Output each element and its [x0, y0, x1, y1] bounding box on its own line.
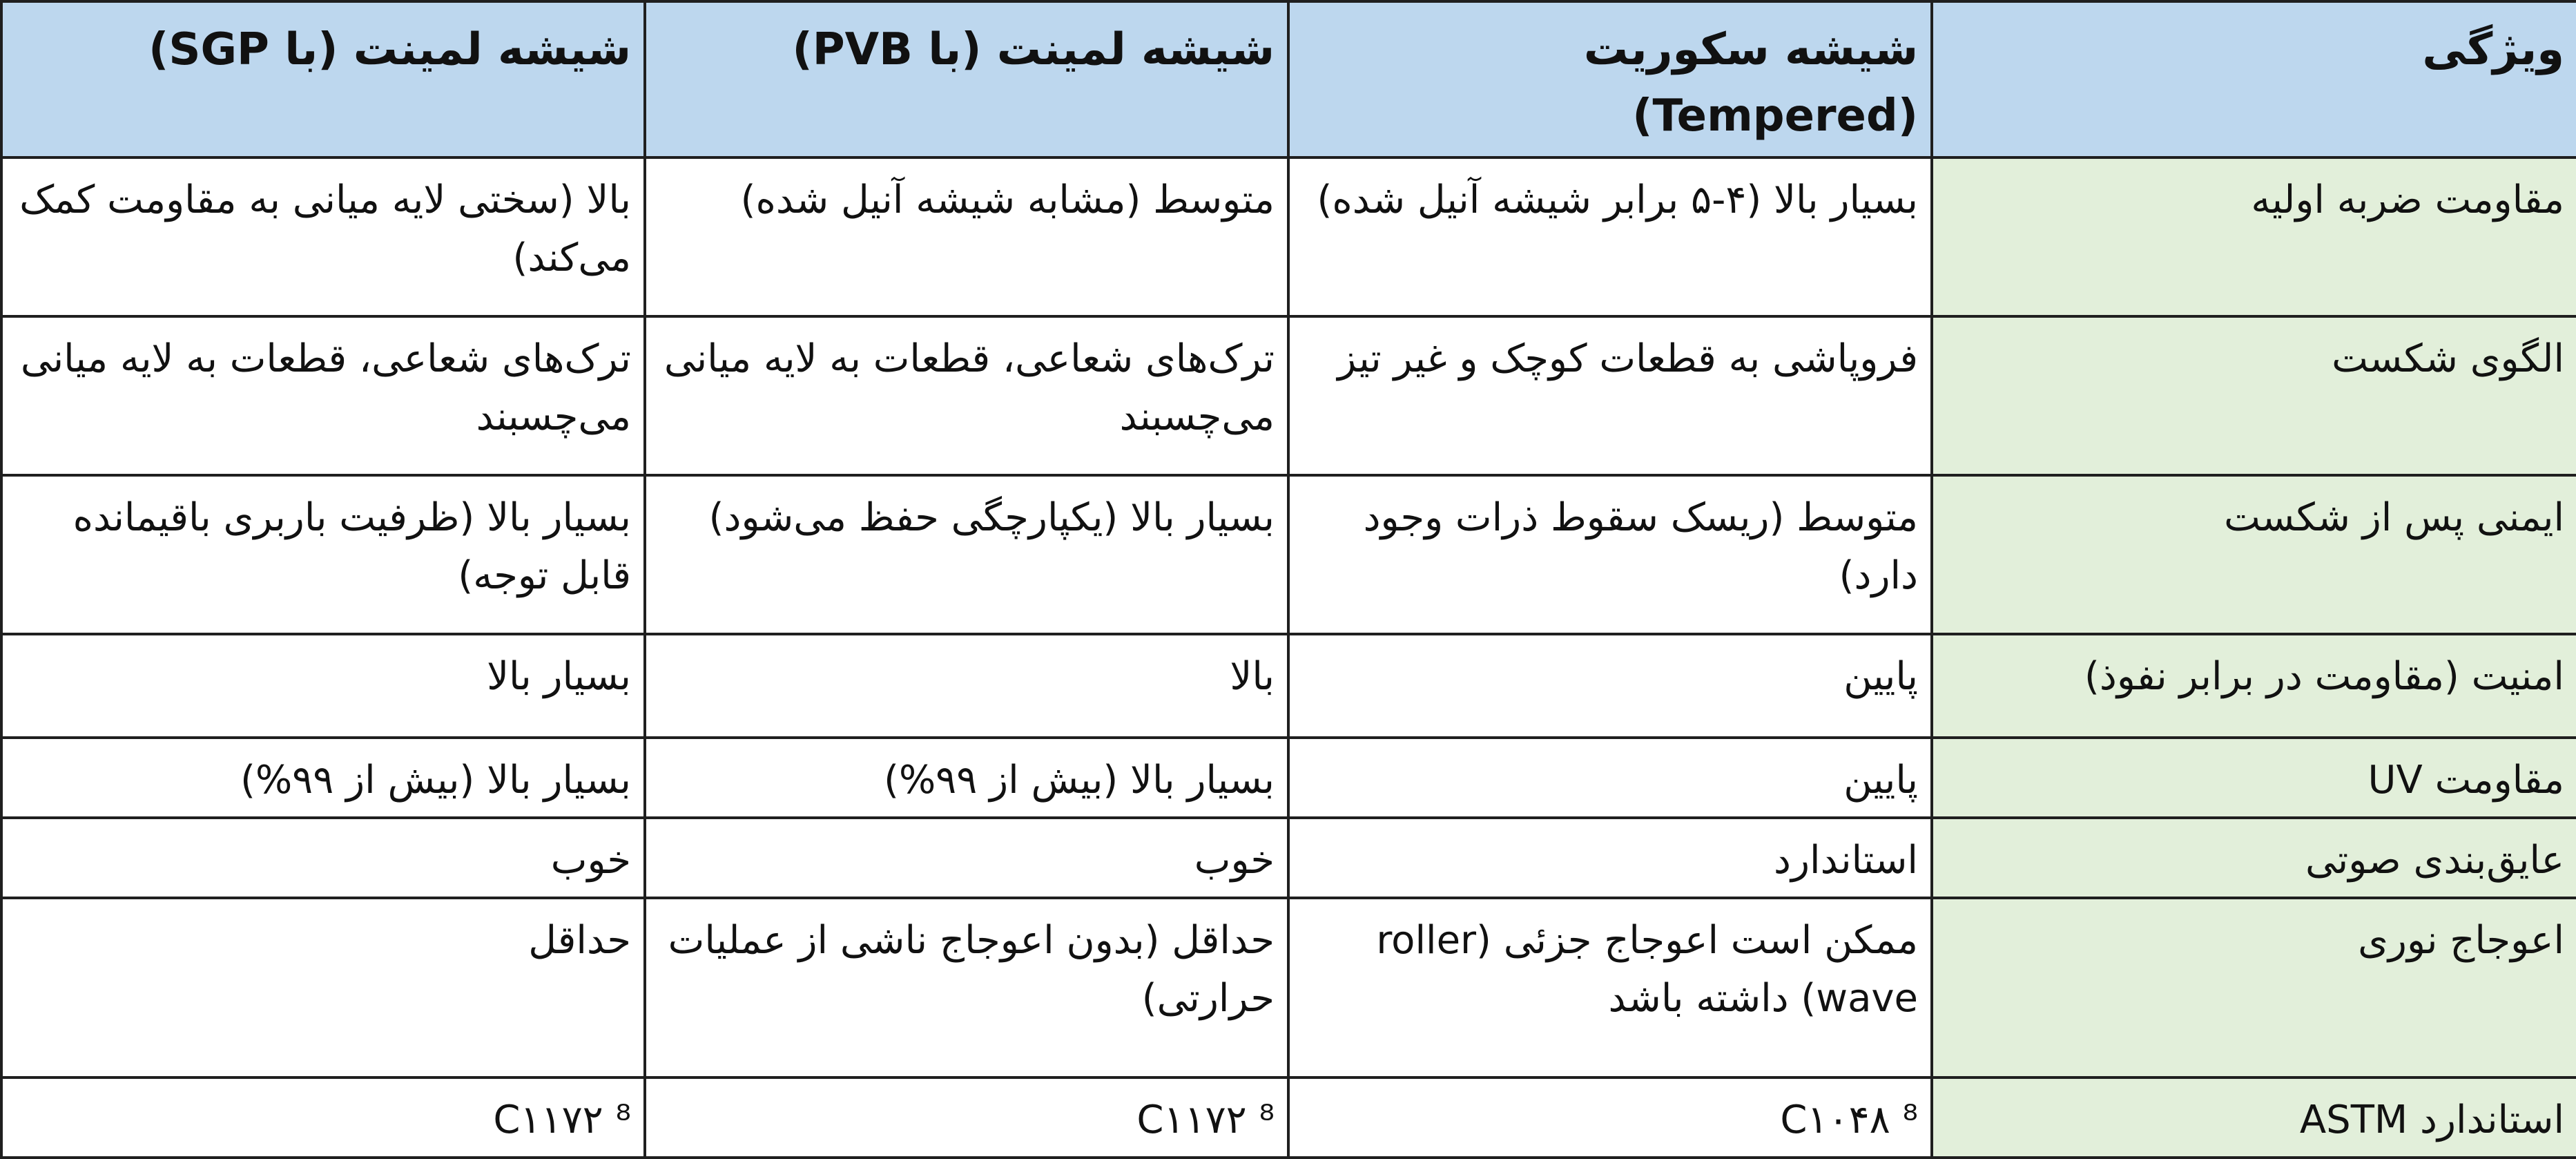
table-row: [1, 818, 2576, 898]
header-laminated-sgp: شیشه لمینت (با SGP): [1, 1, 645, 157]
sgp-cell: خوب: [1, 818, 645, 898]
feature-cell: عایق‌بندی صوتی: [1932, 818, 2576, 898]
header-laminated-pvb: شیشه لمینت (با PVB): [645, 1, 1288, 157]
tempered-cell: استاندارد: [1288, 818, 1932, 898]
tempered-cell: پایین: [1288, 634, 1932, 738]
feature-cell: الگوی شکست: [1932, 316, 2576, 475]
feature-cell: ایمنی پس از شکست: [1932, 475, 2576, 634]
sgp-cell: بسیار بالا (بیش از ۹۹%): [1, 738, 645, 818]
header-row: [1, 1, 2576, 157]
tempered-cell: پایین: [1288, 738, 1932, 818]
tempered-cell: متوسط (ریسک سقوط ذرات وجود دارد): [1288, 475, 1932, 634]
tempered-cell: C۱۰۴۸ ⁸: [1288, 1077, 1932, 1158]
sgp-cell: حداقل: [1, 898, 645, 1077]
pvb-cell: ترک‌های شعاعی، قطعات به لایه میانی می‌چسبند: [645, 316, 1288, 475]
pvb-cell: بالا: [645, 634, 1288, 738]
pvb-cell: C۱۱۷۲ ⁸: [645, 1077, 1288, 1158]
sgp-cell: بالا (سختی لایه میانی به مقاومت کمک می‌کند): [1, 157, 645, 316]
tempered-cell: ممکن است اعوجاج جزئی (roller wave) داشته باشد: [1288, 898, 1932, 1077]
table-row: [1, 898, 2576, 1077]
header-feature: ویژگی: [1932, 1, 2576, 157]
table-row: [1, 475, 2576, 634]
header-tempered: شیشه سکوریت (Tempered): [1288, 1, 1932, 157]
table-row: [1, 1077, 2576, 1158]
sgp-cell: C۱۱۷۲ ⁸: [1, 1077, 645, 1158]
tempered-cell: فروپاشی به قطعات کوچک و غیر تیز: [1288, 316, 1932, 475]
table-row: [1, 738, 2576, 818]
pvb-cell: حداقل (بدون اعوجاج ناشی از عملیات حرارتی): [645, 898, 1288, 1077]
pvb-cell: بسیار بالا (بیش از ۹۹%): [645, 738, 1288, 818]
table-row: [1, 157, 2576, 316]
tempered-cell: بسیار بالا (۴-۵ برابر شیشه آنیل شده): [1288, 157, 1932, 316]
pvb-cell: خوب: [645, 818, 1288, 898]
pvb-cell: متوسط (مشابه شیشه آنیل شده): [645, 157, 1288, 316]
feature-cell: اعوجاج نوری: [1932, 898, 2576, 1077]
feature-cell: مقاومت UV: [1932, 738, 2576, 818]
sgp-cell: ترک‌های شعاعی، قطعات به لایه میانی می‌چسبند: [1, 316, 645, 475]
table-row: [1, 634, 2576, 738]
table-row: [1, 316, 2576, 475]
sgp-cell: بسیار بالا (ظرفیت باربری باقیمانده قابل توجه): [1, 475, 645, 634]
feature-cell: استاندارد ASTM: [1932, 1077, 2576, 1158]
feature-cell: مقاومت ضربه اولیه: [1932, 157, 2576, 316]
sgp-cell: بسیار بالا: [1, 634, 645, 738]
pvb-cell: بسیار بالا (یکپارچگی حفظ می‌شود): [645, 475, 1288, 634]
feature-cell: امنیت (مقاومت در برابر نفوذ): [1932, 634, 2576, 738]
